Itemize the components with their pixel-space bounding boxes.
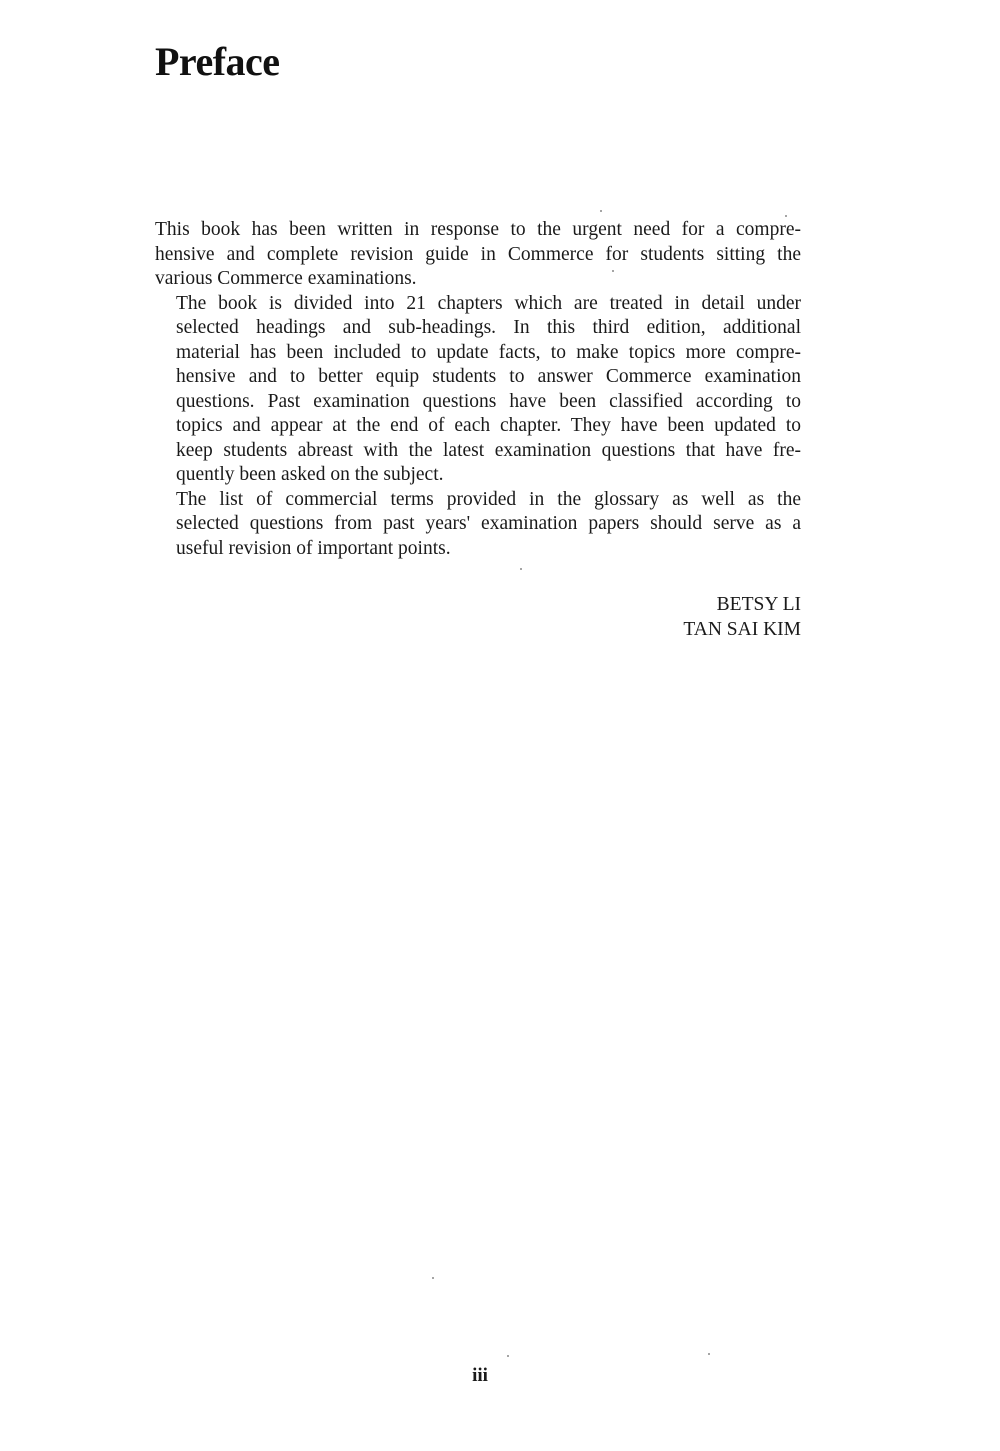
text-line: topics and appear at the end of each chapter. They have been updated to <box>176 415 801 436</box>
scan-speck <box>600 210 602 212</box>
paragraph-1 <box>155 218 801 292</box>
scan-speck <box>507 1355 509 1357</box>
text-line: selected headings and sub-headings. In this third edition, additional <box>176 317 801 338</box>
author-name: TAN SAI KIM <box>683 619 801 640</box>
text-line: keep students abreast with the latest examination questions that have fre- <box>176 439 801 461</box>
paragraph-3 <box>155 488 801 562</box>
preface-body <box>155 218 801 561</box>
text-line: The book is divided into 21 chapters which are treated in detail under <box>176 292 801 314</box>
author-name: BETSY LI <box>716 594 801 615</box>
text-line: hensive and to better equip students to answer Commerce examination <box>176 366 801 387</box>
text-line: quently been asked on the subject. <box>176 464 444 485</box>
text-line: This book has been written in response to the urgent need for a compre- <box>155 219 801 240</box>
text-line: material has been included to update facts, to make topics more compre- <box>176 341 801 363</box>
text-line: various Commerce examinations. <box>155 268 417 289</box>
scan-speck <box>785 215 787 217</box>
scan-speck <box>432 1277 434 1279</box>
paragraph-2 <box>155 292 801 488</box>
scan-speck <box>520 568 522 570</box>
text-line: questions. Past examination questions have been classified according to <box>176 390 801 412</box>
text-line: useful revision of important points. <box>176 537 451 559</box>
scan-speck <box>612 270 614 272</box>
text-line: hensive and complete revision guide in Commerce for students sitting the <box>155 243 801 265</box>
text-line: The list of commercial terms provided in the glossary as well as the <box>176 488 801 510</box>
scan-speck <box>708 1353 710 1355</box>
text-line: selected questions from past years' examination papers should serve as a <box>176 513 801 534</box>
page-title: Preface <box>155 39 280 84</box>
author-signature-block <box>683 592 801 642</box>
page-number: iii <box>472 1365 488 1386</box>
